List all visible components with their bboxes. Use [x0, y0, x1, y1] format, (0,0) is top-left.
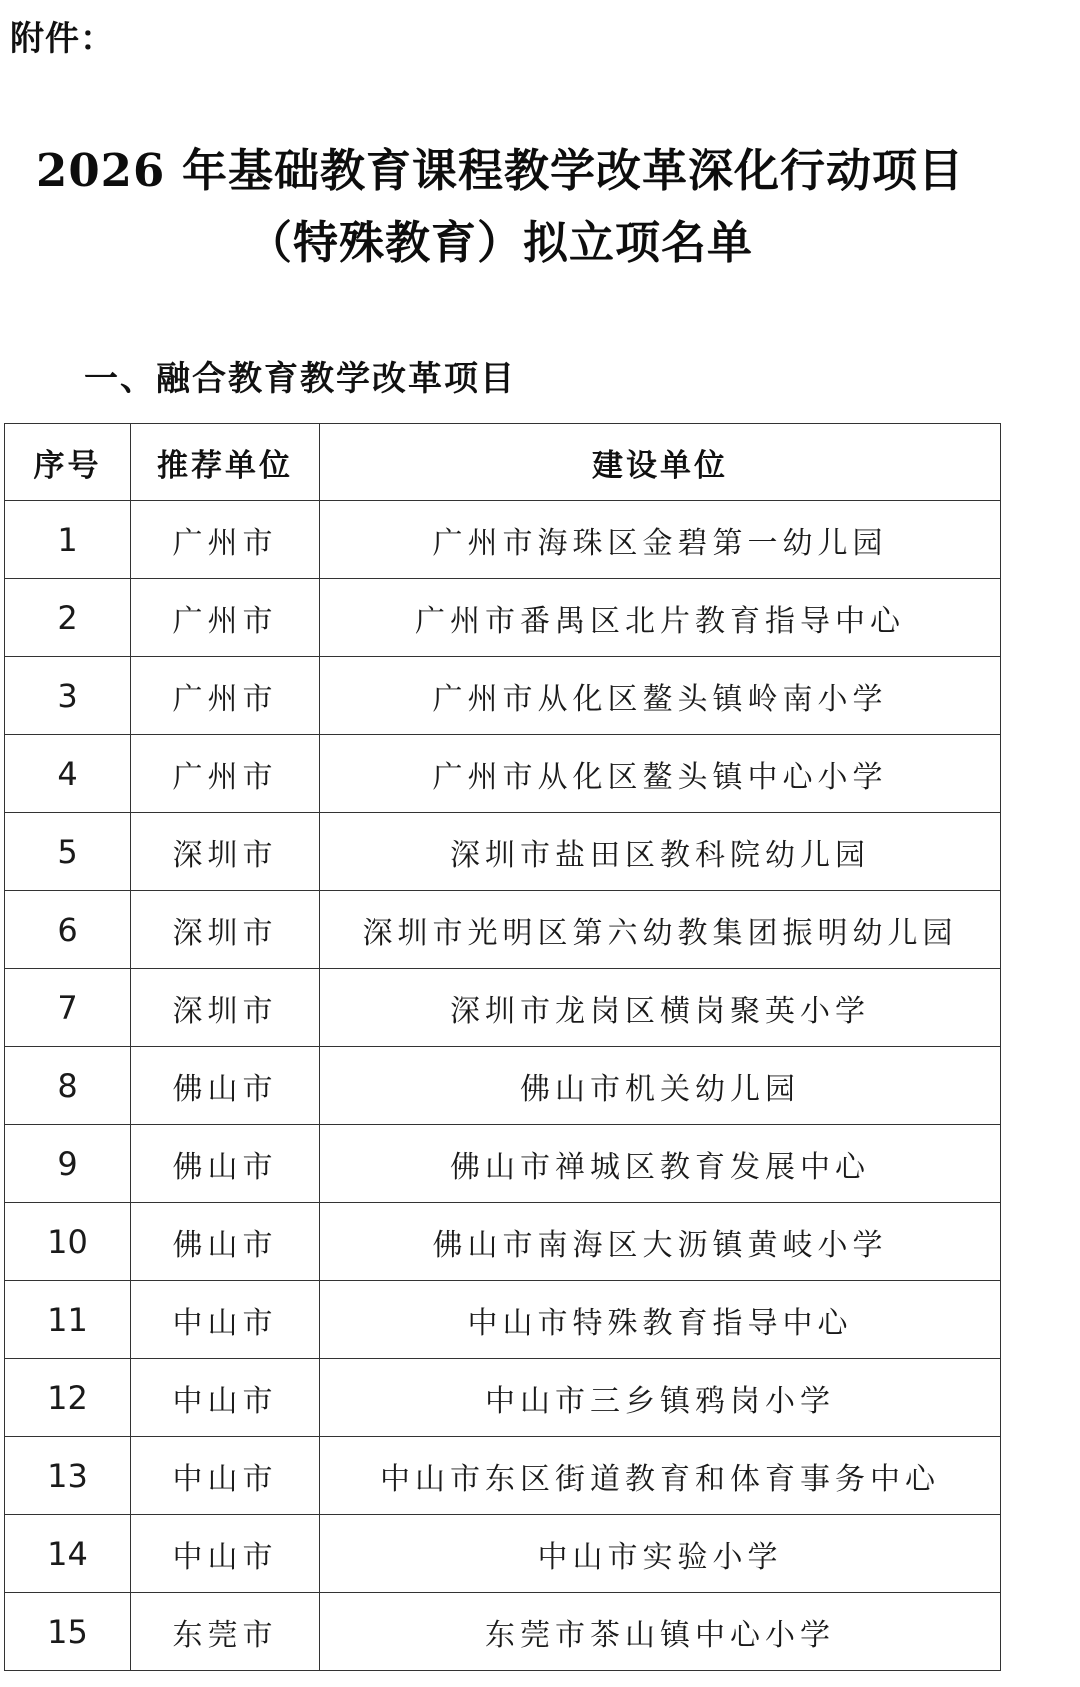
cell-recommending-unit: 东莞市 [131, 1593, 320, 1671]
cell-serial-number: 1 [5, 501, 131, 579]
section-heading: 一、融合教育教学改革项目 [84, 359, 516, 399]
title-line-1: 2026 年基础教育课程教学改革深化行动项目 [36, 144, 964, 197]
cell-serial-number: 3 [5, 657, 131, 735]
cell-construction-unit: 广州市海珠区金碧第一幼儿园 [320, 501, 1001, 579]
cell-recommending-unit: 广州市 [131, 657, 320, 735]
header-serial-number: 序号 [5, 424, 131, 501]
cell-recommending-unit: 中山市 [131, 1515, 320, 1593]
table-row [5, 1047, 1001, 1125]
table-row [5, 1203, 1001, 1281]
cell-recommending-unit: 中山市 [131, 1359, 320, 1437]
cell-construction-unit: 广州市从化区鳌头镇岭南小学 [320, 657, 1001, 735]
table-row [5, 1125, 1001, 1203]
cell-serial-number: 5 [5, 813, 131, 891]
cell-construction-unit: 佛山市禅城区教育发展中心 [320, 1125, 1001, 1203]
cell-construction-unit: 佛山市机关幼儿园 [320, 1047, 1001, 1125]
cell-serial-number: 13 [5, 1437, 131, 1515]
table-row [5, 1593, 1001, 1671]
cell-serial-number: 8 [5, 1047, 131, 1125]
cell-construction-unit: 广州市番禺区北片教育指导中心 [320, 579, 1001, 657]
cell-serial-number: 10 [5, 1203, 131, 1281]
cell-construction-unit: 广州市从化区鳌头镇中心小学 [320, 735, 1001, 813]
header-construction-unit: 建设单位 [320, 424, 1001, 501]
cell-recommending-unit: 深圳市 [131, 813, 320, 891]
cell-construction-unit: 中山市特殊教育指导中心 [320, 1281, 1001, 1359]
cell-construction-unit: 佛山市南海区大沥镇黄岐小学 [320, 1203, 1001, 1281]
cell-construction-unit: 东莞市茶山镇中心小学 [320, 1593, 1001, 1671]
header-recommending-unit: 推荐单位 [131, 424, 320, 501]
title-line-2: （特殊教育）拟立项名单 [246, 216, 753, 269]
cell-serial-number: 6 [5, 891, 131, 969]
cell-serial-number: 14 [5, 1515, 131, 1593]
cell-serial-number: 11 [5, 1281, 131, 1359]
table-row [5, 501, 1001, 579]
table-row [5, 1515, 1001, 1593]
table-row [5, 891, 1001, 969]
table-row [5, 1281, 1001, 1359]
project-list-table [4, 423, 1001, 1671]
cell-recommending-unit: 广州市 [131, 735, 320, 813]
cell-recommending-unit: 佛山市 [131, 1203, 320, 1281]
cell-construction-unit: 中山市东区街道教育和体育事务中心 [320, 1437, 1001, 1515]
cell-serial-number: 7 [5, 969, 131, 1047]
table-row [5, 735, 1001, 813]
cell-recommending-unit: 深圳市 [131, 969, 320, 1047]
table-row [5, 1437, 1001, 1515]
cell-serial-number: 12 [5, 1359, 131, 1437]
cell-recommending-unit: 中山市 [131, 1281, 320, 1359]
cell-construction-unit: 中山市三乡镇鸦岗小学 [320, 1359, 1001, 1437]
table-row [5, 813, 1001, 891]
table-header-row [5, 424, 1001, 501]
attachment-label: 附件： [10, 19, 115, 59]
cell-recommending-unit: 深圳市 [131, 891, 320, 969]
cell-serial-number: 2 [5, 579, 131, 657]
cell-recommending-unit: 佛山市 [131, 1125, 320, 1203]
table-row [5, 969, 1001, 1047]
cell-construction-unit: 深圳市光明区第六幼教集团振明幼儿园 [320, 891, 1001, 969]
cell-construction-unit: 深圳市盐田区教科院幼儿园 [320, 813, 1001, 891]
cell-recommending-unit: 广州市 [131, 501, 320, 579]
document-title [0, 140, 1000, 274]
cell-recommending-unit: 中山市 [131, 1437, 320, 1515]
cell-construction-unit: 深圳市龙岗区横岗聚英小学 [320, 969, 1001, 1047]
table-row [5, 579, 1001, 657]
cell-serial-number: 9 [5, 1125, 131, 1203]
table-row [5, 1359, 1001, 1437]
cell-construction-unit: 中山市实验小学 [320, 1515, 1001, 1593]
cell-serial-number: 4 [5, 735, 131, 813]
cell-recommending-unit: 广州市 [131, 579, 320, 657]
cell-recommending-unit: 佛山市 [131, 1047, 320, 1125]
cell-serial-number: 15 [5, 1593, 131, 1671]
table-row [5, 657, 1001, 735]
